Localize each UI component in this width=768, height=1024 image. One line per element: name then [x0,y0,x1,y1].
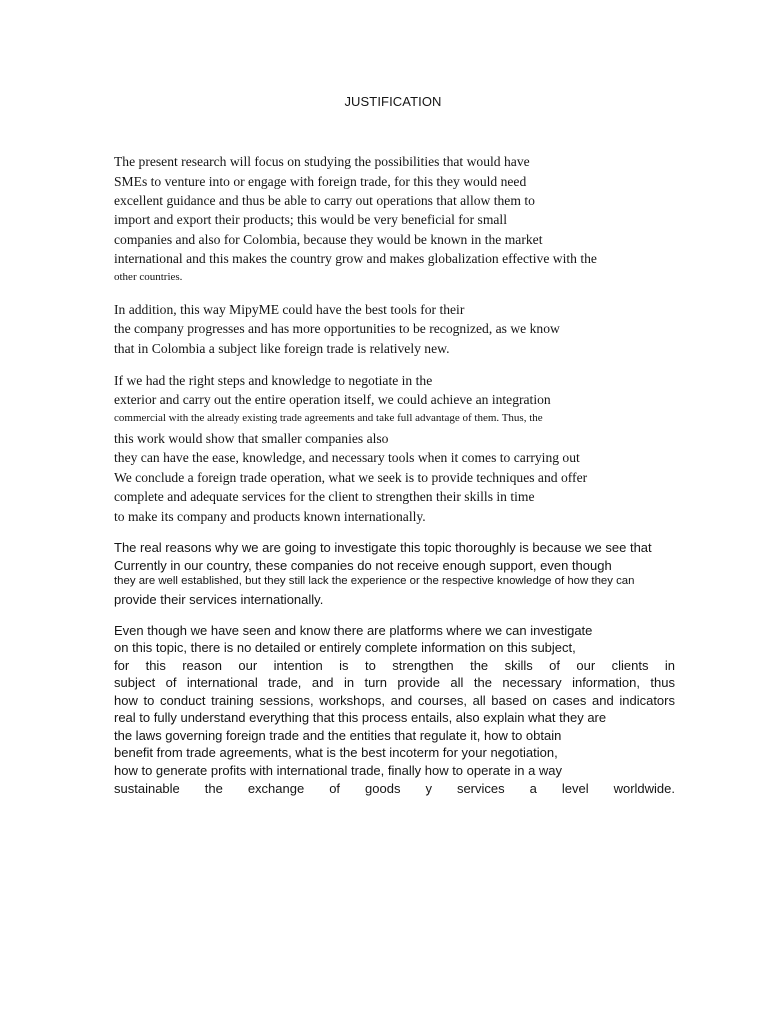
paragraph-line: this work would show that smaller companies also [114,431,389,446]
paragraph-line: the laws governing foreign trade and the entities that regulate it, how to obtain [114,728,562,743]
paragraph-line: SMEs to venture into or engage with foreign trade, for this they would need [114,174,527,189]
paragraph-line: on this topic, there is no detailed or entirely complete information on this subject, [114,640,576,655]
paragraph-line: complete and adequate services for the client to strengthen their skills in time [114,489,535,504]
paragraph-line: excellent guidance and thus be able to carry out operations that allow them to [114,193,535,208]
paragraph-line: benefit from trade agreements, what is the best incoterm for your negotiation, [114,745,558,760]
paragraph-line: If we had the right steps and knowledge to negotiate in the [114,373,433,388]
paragraph-line: import and export their products; this would be very beneficial for small [114,212,507,227]
paragraph-line: they are well established, but they still lack the experience or the respective knowledge of how they can [114,575,635,587]
document-title: JUSTIFICATION [344,94,442,109]
paragraph-line: provide their services internationally. [114,592,324,607]
paragraph-line: Even though we have seen and know there are platforms where we can investigate [114,623,593,638]
paragraph-line: they can have the ease, knowledge, and necessary tools when it comes to carrying out [114,450,580,465]
paragraph-line: for this reason our intention is to strengthen the skills of our clients in [114,658,675,673]
paragraph-line: Currently in our country, these companies do not receive enough support, even though [114,558,612,573]
paragraph-line: that in Colombia a subject like foreign trade is relatively new. [114,341,450,356]
paragraph-line: the company progresses and has more opportunities to be recognized, as we know [114,321,560,336]
paragraph-line: exterior and carry out the entire operation itself, we could achieve an integration [114,392,551,407]
paragraph-line: international and this makes the country grow and makes globalization effective with the [114,251,597,266]
paragraph-line: how to generate profits with international trade, finally how to operate in a way [114,763,563,778]
paragraph-line: to make its company and products known internationally. [114,509,426,524]
paragraph-line: other countries. [114,271,183,283]
paragraph-line: The present research will focus on studying the possibilities that would have [114,154,530,169]
paragraph-line: subject of international trade, and in turn provide all the necessary information, thus [114,675,675,690]
paragraph-line: sustainable the exchange of goods y services a level worldwide. [114,781,675,796]
paragraph-line: We conclude a foreign trade operation, what we seek is to provide techniques and offer [114,470,588,485]
paragraph-line: companies and also for Colombia, because they would be known in the market [114,232,543,247]
paragraph-line: commercial with the already existing trade agreements and take full advantage of them. Thus, the [114,412,543,424]
paragraph-line: real to fully understand everything that this process entails, also explain what they are [114,710,607,725]
paragraph-line: In addition, this way MipyME could have the best tools for their [114,302,465,317]
paragraph-line: The real reasons why we are going to investigate this topic thoroughly is because we see that [114,540,652,555]
paragraph-line: how to conduct training sessions, workshops, and courses, all based on cases and indicators [114,693,675,708]
